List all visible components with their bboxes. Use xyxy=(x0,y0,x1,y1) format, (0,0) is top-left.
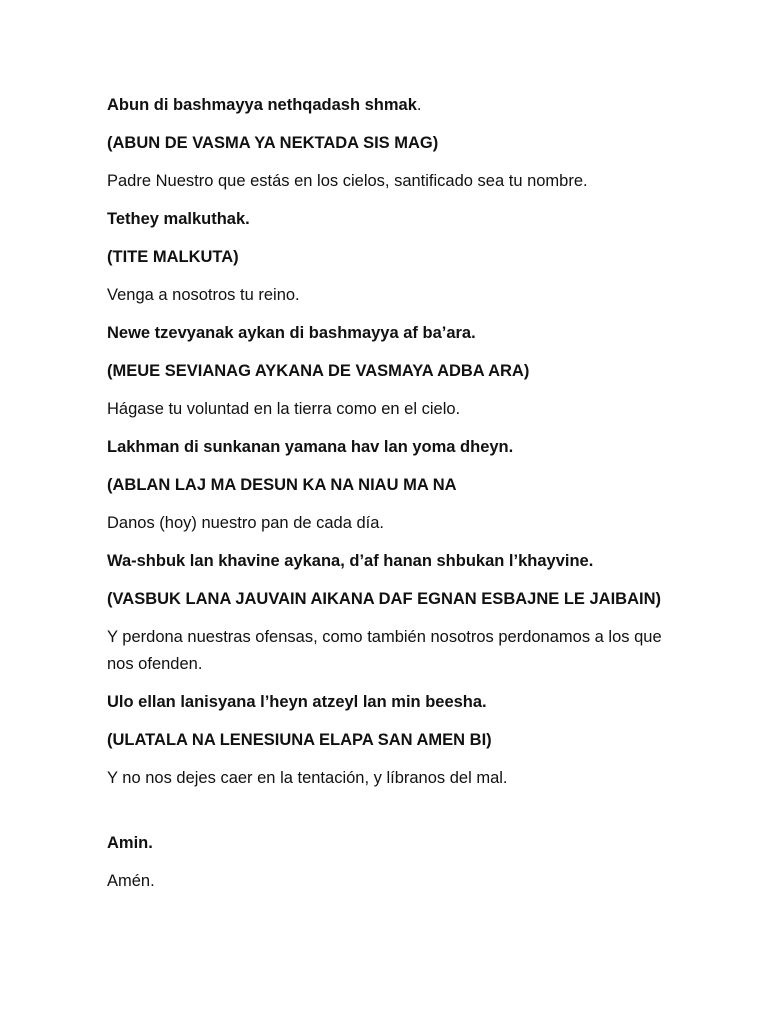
spanish-line-2: Venga a nosotros tu reino. xyxy=(107,286,300,304)
spanish-line-5: Y perdona nuestras ofensas, como también nosotros perdonamos a los que nos ofenden. xyxy=(107,628,662,673)
aramaic-line-3: Newe tzevyanak aykan di bashmayya af ba’ara. xyxy=(107,324,476,342)
spanish-line-3: Hágase tu voluntad en la tierra como en el cielo. xyxy=(107,400,461,418)
phonetic-line-1: (ABUN DE VASMA YA NEKTADA SIS MAG) xyxy=(107,134,439,152)
aramaic-line-2: Tethey malkuthak. xyxy=(107,210,250,228)
phonetic-line-5: (VASBUK LANA JAUVAIN AIKANA DAF EGNAN ESBAJNE LE JAIBAIN) xyxy=(107,590,661,608)
spanish-line-1: Padre Nuestro que estás en los cielos, santificado sea tu nombre. xyxy=(107,172,588,190)
aramaic-line-1-tail: . xyxy=(416,96,422,114)
aramaic-line-1-bold: Abun di bashmayya nethqadash shmak xyxy=(107,96,417,114)
phonetic-line-2: (TITE MALKUTA) xyxy=(107,248,239,266)
aramaic-line-5: Wa-shbuk lan khavine aykana, d’af hanan shbukan l’khayvine. xyxy=(107,552,594,570)
phonetic-line-3: (MEUE SEVIANAG AYKANA DE VASMAYA ADBA ARA) xyxy=(107,362,530,380)
phonetic-line-4: (ABLAN LAJ MA DESUN KA NA NIAU MA NA xyxy=(107,476,457,494)
aramaic-line-1 xyxy=(107,92,668,119)
phonetic-line-6: (ULATALA NA LENESIUNA ELAPA SAN AMEN BI) xyxy=(107,731,492,749)
spanish-line-6: Y no nos dejes caer en la tentación, y líbranos del mal. xyxy=(107,769,508,787)
aramaic-line-6: Ulo ellan lanisyana l’heyn atzeyl lan min beesha. xyxy=(107,693,487,711)
spanish-amen: Amén. xyxy=(107,872,155,890)
aramaic-line-4: Lakhman di sunkanan yamana hav lan yoma dheyn. xyxy=(107,438,514,456)
spanish-line-4: Danos (hoy) nuestro pan de cada día. xyxy=(107,514,385,532)
aramaic-amen: Amin. xyxy=(107,834,153,852)
